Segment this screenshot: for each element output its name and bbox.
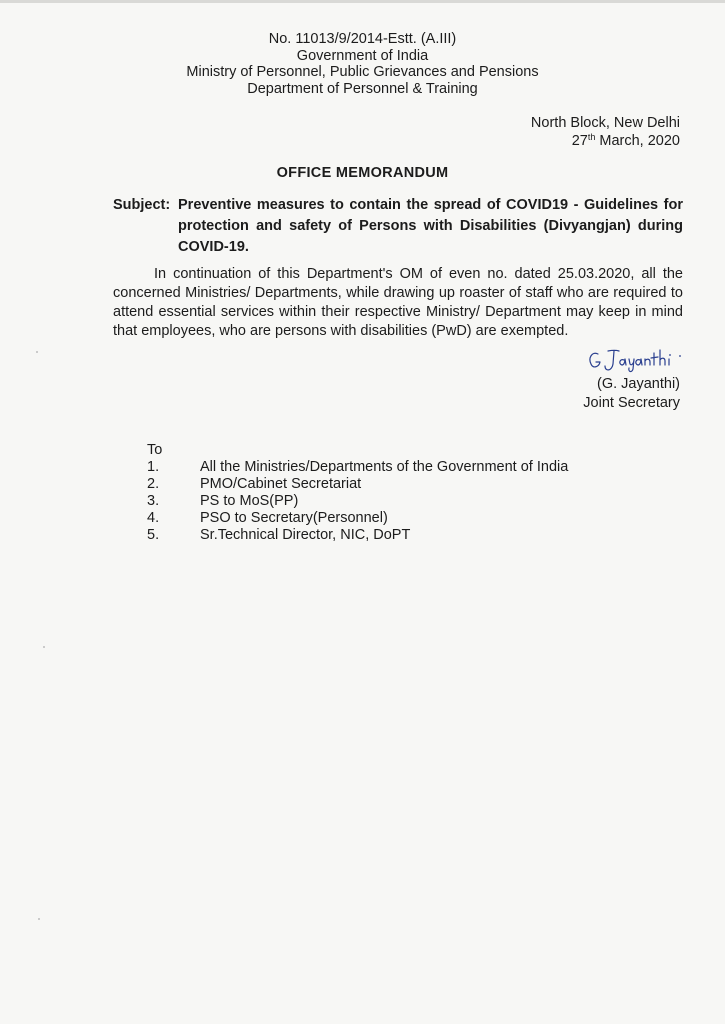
signatory-name: (G. Jayanthi) [597, 376, 680, 392]
body-paragraph: In continuation of this Department's OM of even no. dated 25.03.2020, all the concerned Ministries/ Departments, while drawing up roaster of staff who are required to attend essential services within their respective Ministry/ Department may keep in mind that employees, who are persons with disabilities (PwD) are exempted. [113, 266, 683, 339]
scan-speck [38, 918, 40, 920]
list-item-text: PSO to Secretary(Personnel) [200, 510, 388, 526]
signature-dot [669, 354, 671, 356]
list-item-number: 5. [147, 527, 160, 543]
ministry-name: Ministry of Personnel, Public Grievances and Pensions [186, 64, 539, 80]
list-item-number: 4. [147, 510, 160, 526]
handwritten-signature [586, 345, 686, 375]
list-item-number: 3. [147, 493, 160, 509]
scan-speck [36, 351, 38, 353]
memo-title: OFFICE MEMORANDUM [276, 165, 449, 181]
signature-dot [679, 355, 681, 357]
scan-speck [43, 646, 45, 648]
list-item-text: Sr.Technical Director, NIC, DoPT [200, 527, 411, 543]
scan-top-edge [0, 0, 725, 3]
department-name: Department of Personnel & Training [247, 81, 478, 97]
place: North Block, New Delhi [530, 115, 680, 131]
list-item-text: All the Ministries/Departments of the Government of India [200, 459, 569, 475]
reference-number: No. 11013/9/2014-Estt. (A.III) [268, 31, 457, 47]
list-item-text: PS to MoS(PP) [200, 493, 299, 509]
subject-label: Subject: [113, 197, 171, 213]
date-day: 27 [571, 133, 588, 149]
list-item-number: 2. [147, 476, 160, 492]
list-item-text: PMO/Cabinet Secretariat [200, 476, 362, 492]
subject-text: Preventive measures to contain the spread of COVID19 - Guidelines for protection and safety of Persons with Disabilities (Divyangjan) during COVID-19. [178, 197, 683, 255]
list-item-number: 1. [147, 459, 160, 475]
to-label: To [147, 442, 163, 458]
date-suffix: th [587, 132, 596, 142]
date-rest: March, 2020 [595, 133, 680, 149]
signatory-designation: Joint Secretary [583, 395, 680, 411]
government-name: Government of India [296, 48, 429, 64]
date [572, 132, 680, 150]
